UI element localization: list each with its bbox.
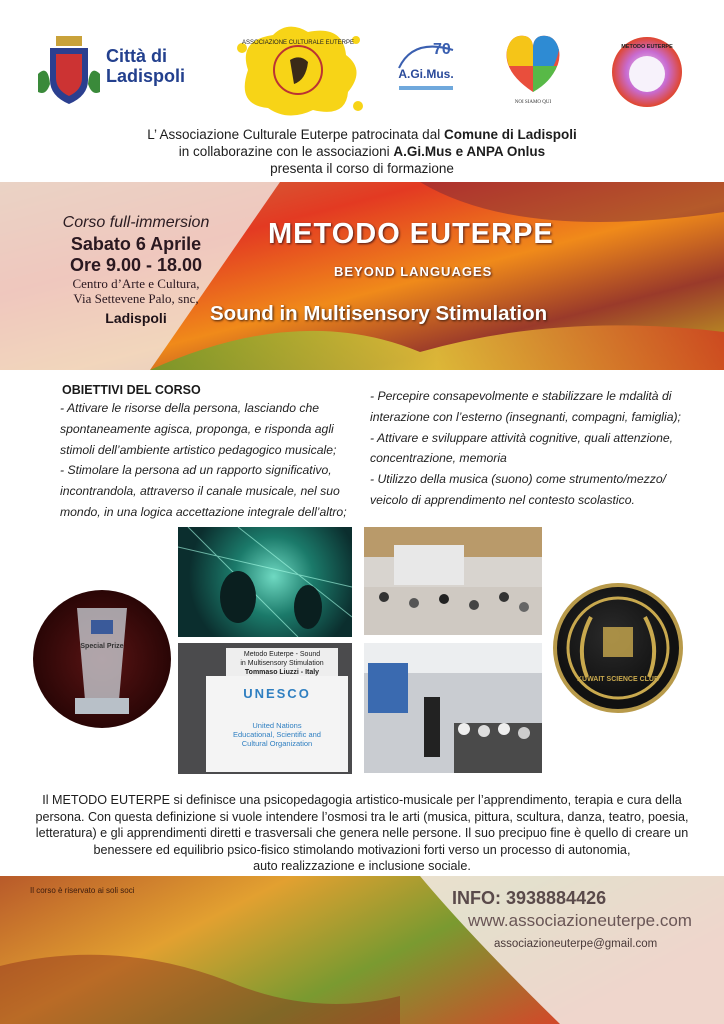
course-subtitle: BEYOND LANGUAGES <box>334 264 493 279</box>
objective-line: mondo, in una logica accettazione integrale dell’altro; <box>60 504 347 519</box>
objectives-left <box>60 398 356 523</box>
objective-line: - Percepire consapevolmente e stabilizzare le mdalità di <box>370 389 672 403</box>
conference-room-photo <box>364 527 542 635</box>
method-description: Il METODO EUTERPE si definisce una psicopedagogia artistico-musicale per l’apprendimento, terapia e cura della persona. Con questa definizione si vuole intendere l’osmosi tra le arti (musica, pittura, scultura, danza, teatro, poesia, letteratura) e gli apprendimenti diretti e trasversali che genera nelle persone. Il suo precipuo fine è quello di creare un benessere ed equilibrio psico-fisico stimolando motivazioni forti verso un processo di autonomia, auto realizzazione e inclusione sociale. <box>35 793 689 873</box>
objective-line: veicolo di apprendimento nel contesto scolastico. <box>370 492 635 507</box>
header-logos <box>0 0 724 120</box>
course-tagline: Sound in Multisensory Stimulation <box>210 302 548 325</box>
course-date: Sabato 6 Aprile <box>70 234 202 254</box>
unesco-org-name: United Nations Educational, Scientific and Cultural Organization <box>233 721 321 748</box>
objective-line: - Stimolare la persona ad un rapporto significativo, <box>60 463 332 478</box>
objective-line: stimoli dell’ambiente artistico pedagogico musicale; <box>60 442 337 457</box>
trophy-text: Special Prize <box>80 643 124 650</box>
unesco-panel <box>206 676 348 772</box>
course-type: Corso full-immersion <box>62 214 210 231</box>
email-link[interactable]: associazioneuterpe@gmail.com <box>494 938 658 950</box>
metodo-round-logo <box>611 36 683 108</box>
agimus-logo-text: A.Gi.Mus. <box>398 67 454 81</box>
intro-text: L’ Associazione Culturale Euterpe patrocinata dal Comune di Ladispoli in collaborazine con le associazioni A.Gi.Mus e ANPA Onlus presenta il corso di formazione <box>147 127 577 176</box>
laser-workshop-photo <box>178 527 352 637</box>
agimus-logo <box>393 34 459 100</box>
medal-photo <box>553 583 683 713</box>
unesco-caption: Metodo Euterpe - Sound in Multisensory Stimulation Tommaso Liuzzi - Italy <box>226 648 338 679</box>
course-time: Ore 9.00 - 18.00 <box>69 255 203 275</box>
euterpe-splash-logo <box>228 20 368 120</box>
city-crest-icon <box>38 34 100 106</box>
lecture-photo <box>364 643 542 773</box>
objective-line: - Attivare le risorse della persona, lasciando che <box>60 401 320 415</box>
course-city: Ladispoli <box>105 310 167 326</box>
agimus-logo-number: 70 <box>433 41 451 58</box>
members-note: Il corso è riservato ai soli soci <box>30 886 135 895</box>
splash-logo-text: ASSOCIAZIONE CULTURALE EUTERPE <box>242 40 354 46</box>
venue-line2: Via Settevene Palo, snc, <box>73 291 199 306</box>
puzzle-heart-logo <box>503 32 563 106</box>
medal-text: KUWAIT SCIENCE CLUB <box>576 676 660 683</box>
footer-banner <box>0 876 724 1024</box>
objectives-right <box>370 386 700 511</box>
objective-line: - Attivare e sviluppare attività cognitive, quali attenzione, <box>370 430 674 445</box>
objective-line: incontrandola, attraverso il canale musicale, nel suo <box>60 484 340 499</box>
unesco-logo: UNESCO <box>243 686 311 701</box>
website-link[interactable]: www.associazioneuterpe.com <box>468 911 692 930</box>
course-details <box>46 214 226 326</box>
info-phone[interactable]: INFO: 3938884426 <box>452 888 607 908</box>
objectives-heading: OBIETTIVI DEL CORSO <box>62 383 201 397</box>
round-logo-text: METODO EUTERPE <box>621 44 673 50</box>
course-title: METODO EUTERPE <box>268 218 554 250</box>
objective-line: interazione con l’esterno (insegnanti, compagni, famiglia); <box>370 409 681 424</box>
venue-line1: Centro d’Arte e Cultura, <box>72 276 200 291</box>
objective-line: concentrazione, memoria <box>370 451 507 466</box>
objective-line: - Utilizzo della musica (suono) come strumento/mezzo/ <box>370 472 666 487</box>
trophy-photo <box>33 590 171 728</box>
objective-line: spontaneamente agisca, proponga, e risponda agli <box>60 421 334 436</box>
city-name: Città di Ladispoli <box>106 46 186 86</box>
puzzle-logo-text: NOI SIAMO QUI <box>514 100 552 105</box>
